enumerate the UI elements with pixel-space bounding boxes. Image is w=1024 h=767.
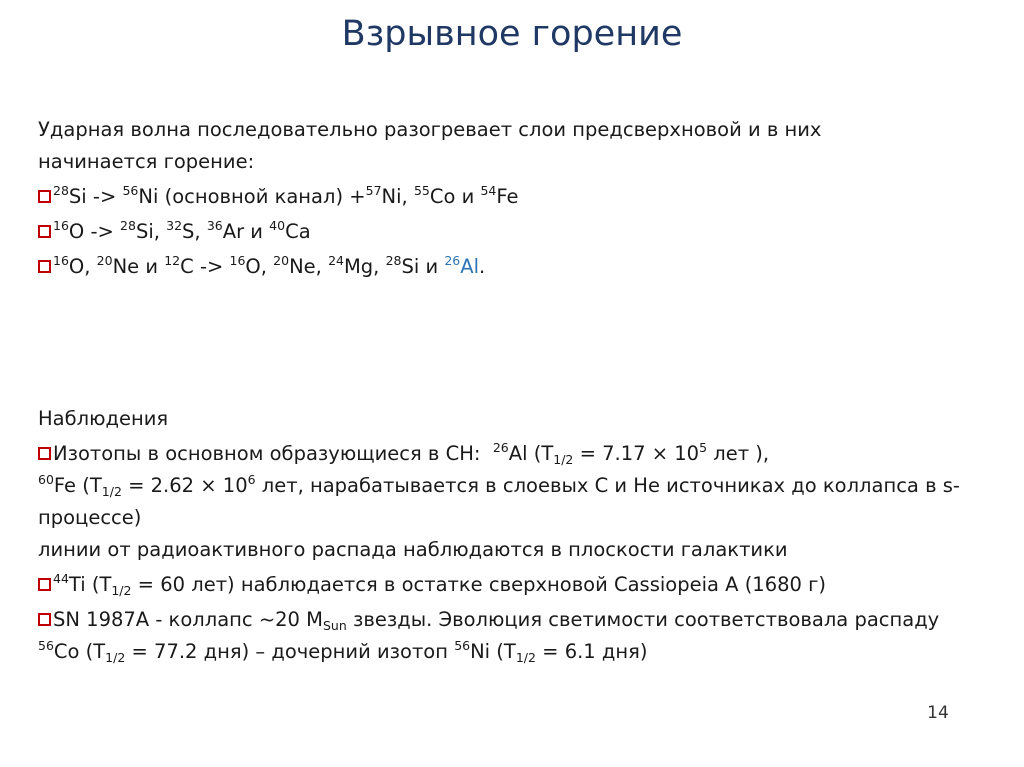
mass-number: 56 (122, 183, 139, 198)
element-text: Ti (T (68, 573, 112, 596)
exponent: 6 (247, 472, 256, 487)
element-text-accent: Al (460, 255, 480, 278)
mass-number: 20 (273, 253, 290, 268)
element-text: Fe (T (53, 474, 102, 497)
mass-number: 16 (229, 253, 246, 268)
mass-number: 60 (38, 472, 54, 487)
half-life-subscript: 1/2 (111, 583, 132, 598)
value-text: лет ), (707, 442, 770, 465)
observations-heading: Наблюдения (38, 407, 169, 430)
mass-number: 55 (413, 183, 430, 198)
reactions-section (38, 114, 998, 283)
mass-number: 56 (38, 638, 54, 653)
value-text: = 77.2 дня) – дочерний изотоп (125, 640, 455, 663)
element-text: Ca (285, 220, 311, 243)
value-text: = 6.1 дня) (535, 640, 648, 663)
observation-text: Изотопы в основном образующиеся в СН: (53, 442, 493, 465)
observation-list-item-3 (38, 604, 998, 636)
element-text: Al (T (508, 442, 554, 465)
mass-number: 20 (96, 253, 113, 268)
element-text: Ni, (381, 185, 414, 208)
mass-number: 32 (166, 218, 183, 233)
hollow-square-bullet-icon (38, 447, 51, 460)
hollow-square-bullet-icon (38, 578, 51, 591)
element-text: Co (T (53, 640, 106, 663)
mass-number-accent: 26 (444, 253, 461, 268)
observation-text: звезды. Эволюция светимости соответствовала распаду (346, 608, 940, 631)
mass-number: 16 (53, 253, 69, 268)
half-life-subscript: 1/2 (515, 650, 536, 665)
observations-section (38, 403, 998, 668)
value-text: = 60 лет) наблюдается в остатке сверхновой Cassiopeia A (1680 г) (131, 573, 826, 596)
element-text: Si, (135, 220, 167, 243)
mass-number: 12 (164, 253, 181, 268)
element-text: Mg, (343, 255, 386, 278)
hollow-square-bullet-icon (38, 190, 51, 203)
element-text: Ar и (222, 220, 270, 243)
reaction-list-item-3 (38, 251, 998, 283)
element-symbol: Si (68, 185, 87, 208)
slide-title: Взрывное горение (341, 14, 683, 54)
hollow-square-bullet-icon (38, 260, 51, 273)
mass-number: 28 (120, 218, 136, 233)
hollow-square-bullet-icon (38, 613, 51, 626)
observation-line-galaxy: линии от радиоактивного распада наблюдаются в плоскости галактики (38, 538, 788, 561)
element-text: O -> (68, 220, 121, 243)
mass-number: 28 (385, 253, 402, 268)
reaction-list-item-1 (38, 181, 998, 213)
half-life-subscript: 1/2 (105, 650, 126, 665)
observation-line-process: процессе) (38, 506, 142, 529)
half-life-subscript: 1/2 (553, 452, 574, 467)
value-text: лет, нарабатывается в слоевых С и Не источниках до коллапса в s- (255, 474, 960, 497)
element-text: Fe (496, 185, 519, 208)
exponent: 5 (699, 440, 708, 455)
mass-number: 36 (206, 218, 223, 233)
mass-number: 44 (53, 571, 69, 586)
mass-number: 57 (365, 183, 382, 198)
intro-line-2: начинается горение: (38, 150, 255, 173)
mass-number: 28 (53, 183, 69, 198)
element-text: Si и (401, 255, 445, 278)
value-text: = 2.62 × 10 (121, 474, 248, 497)
observation-text: SN 1987A - коллапс ~20 M (53, 608, 323, 631)
value-text: = 7.17 × 10 (573, 442, 700, 465)
page-number: 14 (927, 703, 949, 723)
observation-list-item-1 (38, 438, 998, 470)
element-text: C -> (180, 255, 230, 278)
mass-number: 16 (53, 218, 69, 233)
element-text: O, (68, 255, 97, 278)
observation-list-item-2 (38, 569, 998, 601)
reaction-arrow: -> (86, 185, 123, 208)
sun-subscript: Sun (323, 618, 347, 633)
element-text: Ni (основной канал) + (138, 185, 366, 208)
mass-number: 26 (492, 440, 509, 455)
element-text: Co и (429, 185, 481, 208)
intro-line-1: Ударная волна последовательно разогревает слои предсверхновой и в них (38, 118, 822, 141)
half-life-subscript: 1/2 (101, 484, 122, 499)
mass-number: 54 (480, 183, 497, 198)
mass-number: 40 (269, 218, 286, 233)
reaction-list-item-2 (38, 216, 998, 248)
observation-line-co56 (38, 636, 998, 668)
hollow-square-bullet-icon (38, 225, 51, 238)
mass-number: 24 (328, 253, 344, 268)
element-text: Ni (T (470, 640, 516, 663)
observation-line-fe60 (38, 470, 998, 502)
element-text: Ne и (112, 255, 165, 278)
element-text: S, (182, 220, 207, 243)
element-text: O, (245, 255, 274, 278)
element-text: Ne, (289, 255, 329, 278)
mass-number: 56 (454, 638, 471, 653)
sentence-end: . (479, 255, 486, 278)
